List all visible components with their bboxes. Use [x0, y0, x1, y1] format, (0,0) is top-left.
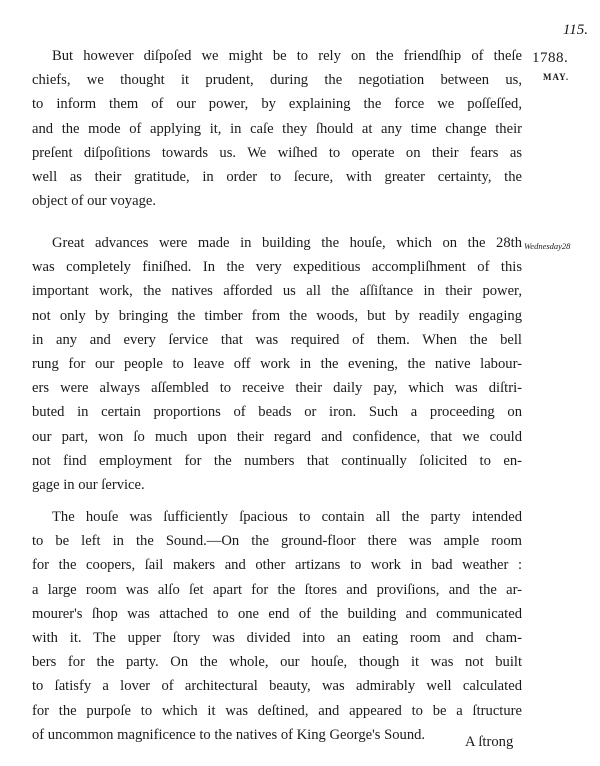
text-line: bers for the party. On the whole, our houſe, though it was not built: [32, 654, 522, 671]
text-line: preſent diſpoſitions towards us. We wiſhed to operate on their fears as: [32, 144, 522, 161]
text-line: Great advances were made in building the houſe, which on the 28th: [52, 235, 522, 251]
margin-year: 1788.: [532, 50, 569, 66]
text-line: and the mode of applying it, in caſe they ſhould at any time change their: [32, 120, 522, 137]
text-line: a large room was alſo ſet apart for the ſtores and proviſions, and the ar-: [32, 581, 522, 598]
text-line: not only by bringing the timber from the woods, but by readily engaging: [32, 307, 522, 324]
text-line: chiefs, we thought it prudent, during the negotiation between us,: [32, 72, 522, 89]
text-line: mourer's ſhop was attached to one end of the building and communicated: [32, 605, 522, 622]
text-line: to be left in the Sound.—On the ground-floor there was ample room: [32, 533, 522, 550]
paragraph-2: [32, 231, 522, 497]
text-line: But however diſpoſed we might be to rely on the friendſhip of theſe: [52, 48, 522, 64]
catchword: A ſtrong: [465, 734, 514, 750]
text-line: for the purpoſe to which it was deſtined, and appeared to be a ſtructure: [32, 702, 522, 719]
paragraph-3: [32, 505, 522, 747]
text-line: The houſe was ſufficiently ſpacious to contain all the party intended: [52, 509, 522, 525]
text-line: rung for our people to leave off work in the evening, the native labour-: [32, 356, 522, 373]
text-line: was completely finiſhed. In the very expeditious accompliſhment of this: [32, 259, 522, 276]
text-line: object of our voyage.: [32, 193, 157, 210]
text-line: buted in certain proportions of beads or iron. Such a proceeding on: [32, 404, 522, 421]
page-number: 115.: [562, 22, 588, 38]
margin-day: Wednesday28: [524, 241, 571, 251]
text-line: with it. The upper ſtory was divided into an eating room and cham-: [32, 630, 522, 647]
margin-month: MAY.: [543, 72, 570, 82]
text-line: not find employment for the numbers that continually ſolicited to en-: [32, 452, 522, 469]
text-line: ers were always aſſembled to receive their daily pay, which was diſtri-: [32, 380, 522, 397]
paragraph-1: [32, 44, 522, 213]
text-line: in any and every ſervice that was required of them. When the bell: [32, 331, 522, 348]
text-line: for the coopers, ſail makers and other artizans to work in bad weather :: [32, 557, 522, 574]
text-line: important work, the natives afforded us all the aſſiſtance in their power,: [32, 283, 522, 300]
text-line: well as their gratitude, in order to ſecure, with greater certainty, the: [32, 169, 522, 186]
text-line: gage in our ſervice.: [32, 477, 145, 494]
text-line: our part, won ſo much upon their regard and confidence, that we could: [32, 428, 522, 445]
text-line: to inform them of our power, by explaining the force we poſſeſſed,: [32, 96, 522, 113]
text-line: to ſatisfy a lover of architectural beauty, was admirably well calculated: [32, 678, 522, 695]
text-line: of uncommon magnificence to the natives of King George's Sound.: [32, 726, 426, 743]
